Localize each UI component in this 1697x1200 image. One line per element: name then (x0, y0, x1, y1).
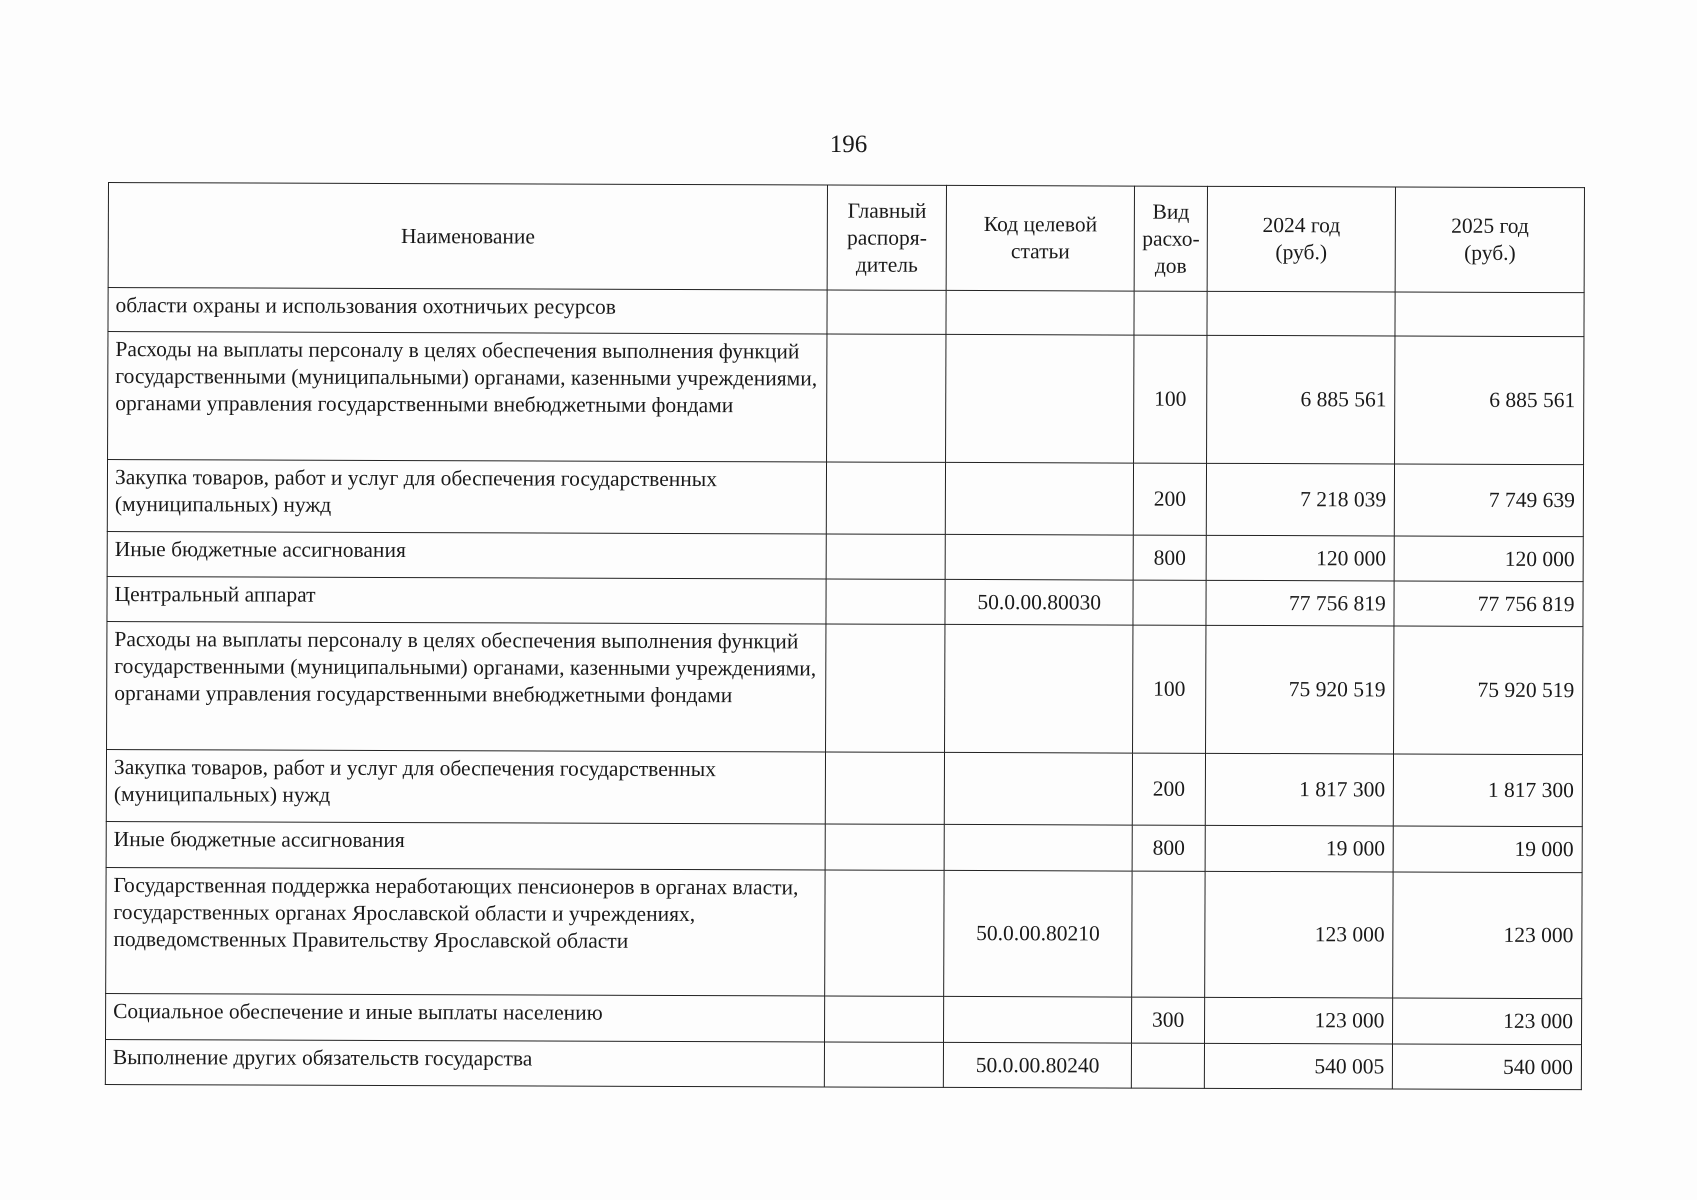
row-type: 800 (1133, 825, 1205, 871)
page-number: 196 (829, 131, 868, 158)
row-2024: 75 920 519 (1205, 625, 1394, 754)
row-type: 800 (1134, 535, 1206, 580)
row-2025: 1 817 300 (1394, 754, 1583, 827)
row-name: Расходы на выплаты персоналу в целях обеспечения выполнения функций государственными (муниципальными) органами, казенными учреждениями, органами управления государственными внебюджетными фондами (107, 621, 827, 752)
row-2024: 19 000 (1205, 825, 1394, 872)
row-name: Иные бюджетные ассигнования (106, 821, 826, 870)
row-type (1132, 1043, 1204, 1088)
header-code: Код целевой статьи (946, 185, 1135, 291)
row-2025: 6 885 561 (1395, 336, 1584, 465)
row-code: 50.0.00.80240 (943, 1042, 1132, 1088)
row-2024: 1 817 300 (1205, 753, 1394, 826)
row-2025 (1395, 292, 1584, 337)
table-row (107, 531, 1583, 581)
row-admin (826, 824, 945, 870)
row-type: 100 (1134, 335, 1207, 463)
row-code (946, 290, 1135, 335)
row-code (944, 752, 1133, 825)
row-name: Социальное обеспечение и иные выплаты населению (106, 993, 826, 1042)
row-name: Расходы на выплаты персоналу в целях обеспечения выполнения функций государственными (муниципальными) органами, казенными учреждениями, органами управления государственными внебюджетными фондами (108, 332, 828, 463)
row-2024: 120 000 (1206, 535, 1395, 581)
row-admin (827, 334, 946, 462)
row-2025: 123 000 (1393, 872, 1582, 999)
row-type (1132, 871, 1205, 997)
header-2025: 2025 год (руб.) (1395, 187, 1584, 293)
row-code (945, 462, 1134, 535)
row-2024: 7 218 039 (1206, 463, 1395, 536)
row-type: 100 (1133, 625, 1206, 753)
row-2025: 123 000 (1393, 998, 1582, 1045)
row-name: Закупка товаров, работ и услуг для обеспечения государственных (муниципальных) нужд (106, 749, 826, 824)
row-2025: 540 000 (1393, 1044, 1582, 1090)
row-2024: 540 005 (1204, 1043, 1393, 1089)
table-row (107, 621, 1583, 754)
table-row (107, 576, 1583, 626)
row-admin (825, 1042, 944, 1087)
row-2024 (1207, 291, 1396, 336)
table-row (106, 749, 1582, 826)
row-name: Иные бюджетные ассигнования (107, 531, 827, 579)
table-row (106, 821, 1582, 872)
row-admin (825, 996, 944, 1042)
row-2024: 123 000 (1204, 997, 1393, 1044)
row-2024: 77 756 819 (1206, 580, 1395, 626)
row-type: 200 (1133, 753, 1205, 825)
row-name: Государственная поддержка неработающих пенсионеров в органах власти, государственных органах Ярославской области и учреждениях, подведомственных Правительству Ярославской области (106, 867, 826, 996)
table-row (107, 460, 1583, 537)
row-name: Центральный аппарат (107, 576, 827, 624)
header-2024: 2024 год (руб.) (1207, 186, 1396, 292)
row-name: области охраны и использования охотничьих ресурсов (108, 288, 828, 335)
row-code: 50.0.00.80030 (945, 579, 1134, 625)
row-name: Закупка товаров, работ и услуг для обеспечения государственных (муниципальных) нужд (107, 460, 827, 535)
table-row (108, 332, 1584, 465)
row-code (945, 334, 1134, 463)
row-admin (827, 290, 946, 334)
row-admin (825, 870, 944, 996)
row-admin (827, 534, 946, 579)
row-2025: 77 756 819 (1394, 581, 1583, 627)
header-admin: Главный распоря- дитель (828, 185, 947, 290)
row-2025: 75 920 519 (1394, 626, 1583, 755)
row-2025: 7 749 639 (1395, 464, 1584, 537)
row-type: 200 (1134, 463, 1206, 535)
row-admin (826, 624, 945, 752)
row-admin (826, 579, 945, 624)
row-admin (826, 752, 945, 824)
row-code (944, 824, 1133, 871)
budget-table (105, 182, 1585, 1090)
header-type: Вид расхо- дов (1135, 186, 1208, 291)
row-type: 300 (1132, 997, 1204, 1043)
table-header-row (108, 183, 1584, 293)
row-code (943, 996, 1132, 1043)
row-2024: 123 000 (1204, 871, 1393, 998)
row-code (945, 534, 1134, 580)
header-name: Наименование (108, 183, 828, 291)
table-row (106, 867, 1582, 998)
table-row (106, 993, 1582, 1044)
row-2025: 120 000 (1394, 536, 1583, 582)
row-code: 50.0.00.80210 (943, 870, 1132, 997)
row-name: Выполнение других обязательств государства (105, 1039, 825, 1087)
row-type (1133, 580, 1205, 625)
row-admin (827, 462, 946, 534)
row-type (1134, 291, 1206, 335)
row-2025: 19 000 (1393, 826, 1582, 873)
table-row (108, 288, 1584, 337)
row-code (944, 624, 1133, 753)
table-row (105, 1039, 1581, 1089)
row-2024: 6 885 561 (1206, 335, 1395, 464)
